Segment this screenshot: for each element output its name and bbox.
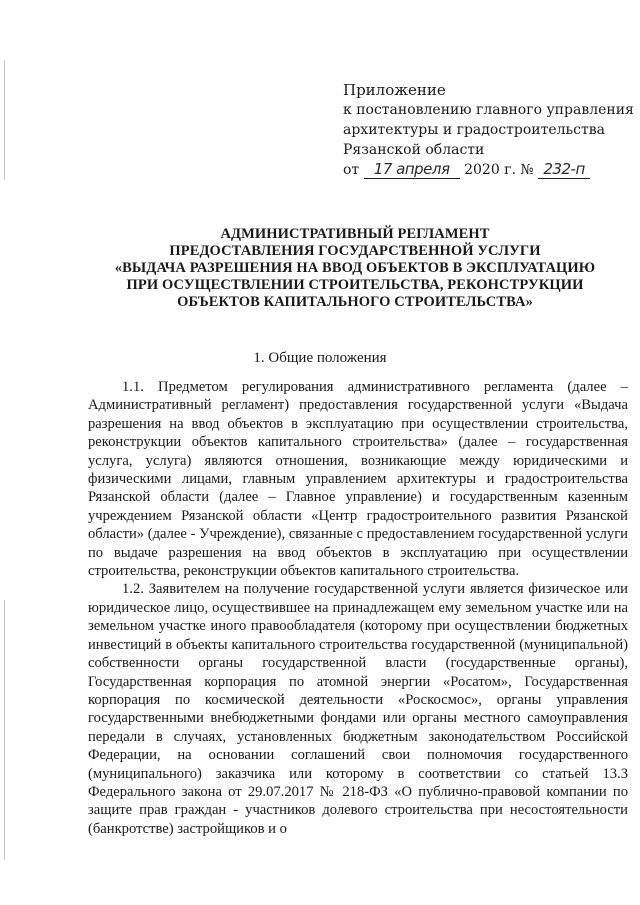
appendix-line: Рязанской области bbox=[343, 142, 485, 158]
date-field bbox=[364, 161, 460, 179]
scan-edge-mark bbox=[4, 60, 5, 180]
title-line: АДМИНИСТРАТИВНЫЙ РЕГЛАМЕНТ bbox=[220, 226, 490, 242]
year-number-label: 2020 г. № bbox=[464, 162, 534, 178]
paragraph-1-1: 1.1. Предметом регулирования административного регламента (далее – Административный регламент) предоставления государственной услуги «Выдача разрешения на ввод объектов в эксплуатацию при осуществлении строительства, реконструкции объектов капитального строительства» (далее – государственная услуга, услуга) являются отношения, возникающие между юридическими и физическими лицами, главным управлением архитектуры и градостроительства Рязанской области (далее – Главное управление) и государственным казенным учреждением Рязанской области «Центр градостроительного развития Рязанской области» (далее - Учреждение), связанные с предоставлением государственной услуги по выдаче разрешения на ввод объектов в эксплуатацию при осуществлении строительства, реконструкции объектов капитального строительства. bbox=[88, 379, 628, 580]
document-title bbox=[60, 226, 640, 311]
appendix-line: архитектуры и градостроительства bbox=[343, 122, 605, 138]
title-line: «ВЫДАЧА РАЗРЕШЕНИЯ НА ВВОД ОБЪЕКТОВ В ЭКСПЛУАТАЦИЮ bbox=[114, 260, 596, 276]
title-line: ОБЪЕКТОВ КАПИТАЛЬНОГО СТРОИТЕЛЬСТВА» bbox=[177, 294, 533, 310]
number-field bbox=[538, 161, 590, 179]
appendix-date-line bbox=[343, 160, 633, 180]
section-heading: 1. Общие положения bbox=[253, 350, 387, 366]
appendix-title: Приложение bbox=[343, 81, 446, 99]
handwritten-number: 232-п bbox=[543, 160, 585, 178]
title-line: ПРЕДОСТАВЛЕНИЯ ГОСУДАРСТВЕННОЙ УСЛУГИ bbox=[169, 243, 541, 259]
appendix-block bbox=[343, 80, 633, 180]
paragraph-1-2: 1.2. Заявителем на получение государственной услуги является физическое или юридическое лицо, осуществившее на принадлежащем ему земельном участке или на земельном участке иного правообладателя (которому при осуществлении бюджетных инвестиций в объекты капитального строительства государственной (муниципальной) собственности органы государственной власти (государственные органы), Государственная корпорация по атомной энергии «Росатом», Государственная корпорация по космической деятельности «Роскосмос», органы управления государственными внебюджетными фондами или органы местного самоуправления передали в случаях, установленных бюджетным законодательством Российской Федерации, на основании соглашений свои полномочия государственного (муниципального) заказчика или которому в соответствии со статьей 13.3 Федерального закона от 29.07.2017 № 218-ФЗ «О публично-правовой компании по защите прав граждан - участников долевого строительства при несостоятельности (банкротстве) застройщиков и о bbox=[88, 581, 628, 837]
document-body bbox=[88, 378, 628, 838]
title-line: ПРИ ОСУЩЕСТВЛЕНИИ СТРОИТЕЛЬСТВА, РЕКОНСТРУКЦИИ bbox=[126, 277, 584, 293]
handwritten-date: 17 апреля bbox=[373, 160, 450, 178]
date-prefix: от bbox=[343, 162, 360, 178]
appendix-line: к постановлению главного управления bbox=[343, 102, 634, 118]
scan-edge-mark bbox=[4, 600, 5, 860]
